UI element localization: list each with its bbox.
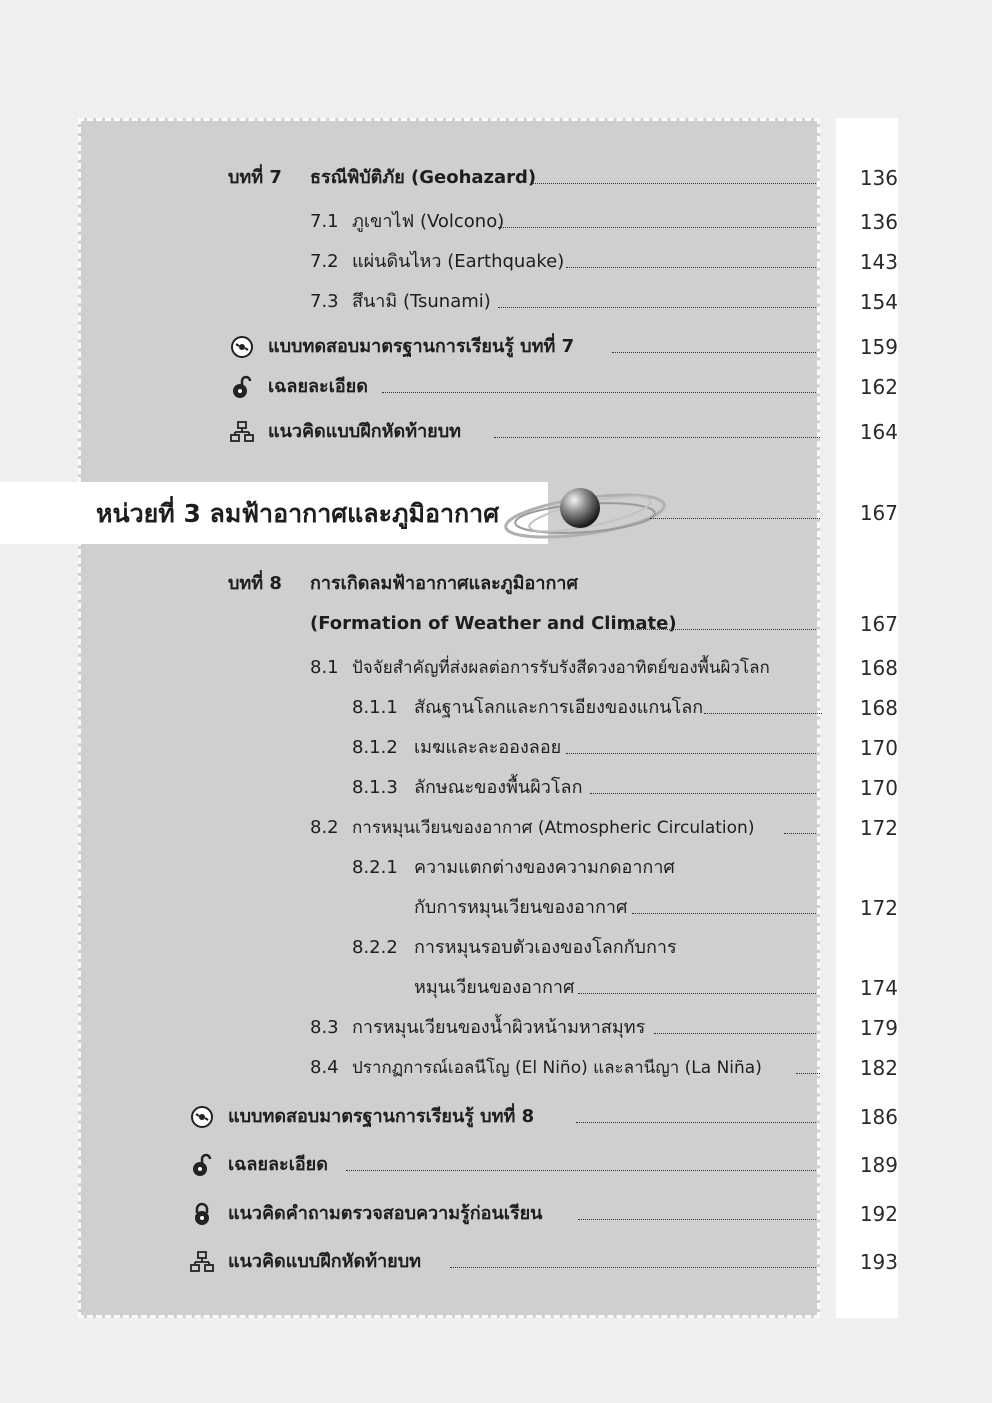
unit-title[interactable]: หน่วยที่ 3 ลมฟ้าอากาศและภูมิอากาศ <box>96 499 500 528</box>
item-title: เฉลยละเอียด <box>228 1154 328 1175</box>
item-title: แบบทดสอบมาตรฐานการเรียนรู้ บทที่ 8 <box>228 1106 535 1127</box>
chapter-title: การเกิดลมฟ้าอากาศและภูมิอากาศ <box>310 573 578 594</box>
toc-row-section-8-1-1[interactable] <box>0 691 992 725</box>
dot-leader <box>566 267 816 268</box>
section-title: ปรากฏการณ์เอลนีโญ (El Niño) และลานีญา (La Niña) <box>352 1058 762 1078</box>
section-title: การหมุนรอบตัวเองของโลกกับการ <box>414 937 677 958</box>
toc-row-answers-8[interactable] <box>0 1148 992 1182</box>
section-number: 8.1.1 <box>352 697 398 718</box>
section-number: 8.3 <box>310 1017 339 1038</box>
section-title: ความแตกต่างของความกดอากาศ <box>414 857 675 878</box>
toc-row-section-8-1[interactable] <box>0 651 992 685</box>
page-number: 186 <box>859 1105 898 1129</box>
dot-leader <box>498 307 816 308</box>
dot-leader <box>494 437 820 438</box>
item-title: แนวคิดแบบฝึกหัดท้ายบท <box>228 1251 422 1272</box>
dot-leader <box>590 793 816 794</box>
section-title-cont: หมุนเวียนของอากาศ <box>414 977 575 998</box>
dot-leader <box>346 1170 816 1171</box>
dot-leader <box>784 833 816 834</box>
page-number: 192 <box>859 1202 898 1226</box>
page-number: 154 <box>859 290 898 314</box>
toc-row-section-8-4[interactable] <box>0 1051 992 1085</box>
chapter-title-english: (Formation of Weather and Climate) <box>310 613 677 634</box>
toc-row-unit-3 <box>0 496 992 530</box>
page-number: 164 <box>859 420 898 444</box>
section-number: 8.2.2 <box>352 937 398 958</box>
toc-row-section-8-2-1[interactable] <box>0 851 992 885</box>
page-number: 170 <box>859 776 898 800</box>
page-number: 168 <box>859 696 898 720</box>
section-number: 7.2 <box>310 251 339 272</box>
unlock-icon <box>230 375 254 399</box>
page-number: 170 <box>859 736 898 760</box>
toc-row-section-8-2-2-cont[interactable] <box>0 971 992 1005</box>
page-number: 182 <box>859 1056 898 1080</box>
toc-row-section-7-2[interactable] <box>0 245 992 279</box>
lock-icon <box>190 1202 214 1226</box>
section-title: การหมุนเวียนของน้ำผิวหน้ามหาสมุทร <box>352 1017 646 1038</box>
network-icon <box>190 1250 214 1274</box>
section-title: เมฆและละอองลอย <box>414 737 562 758</box>
toc-row-section-8-2[interactable] <box>0 811 992 845</box>
network-icon <box>230 420 254 444</box>
page-number: 193 <box>859 1250 898 1274</box>
page-number: 159 <box>859 335 898 359</box>
chapter-label: บทที่ 8 <box>228 573 282 594</box>
page-number: 167 <box>859 612 898 636</box>
dot-leader <box>796 1073 820 1074</box>
disc-icon <box>190 1105 214 1129</box>
section-title-cont: กับการหมุนเวียนของอากาศ <box>414 897 628 918</box>
disc-icon <box>230 335 254 359</box>
dot-leader <box>654 1033 816 1034</box>
toc-row-section-7-3[interactable] <box>0 285 992 319</box>
page-number: 174 <box>859 976 898 1000</box>
page-number: 168 <box>859 656 898 680</box>
page-number: 172 <box>859 816 898 840</box>
dot-leader <box>576 1122 816 1123</box>
toc-row-pretest-8[interactable] <box>0 1197 992 1231</box>
toc-row-test-8[interactable] <box>0 1100 992 1134</box>
dot-leader <box>450 1267 816 1268</box>
dot-leader <box>704 713 822 714</box>
section-title: สัณฐานโลกและการเอียงของแกนโลก <box>414 697 704 718</box>
toc-row-section-8-1-2[interactable] <box>0 731 992 765</box>
toc-row-section-8-2-1-cont[interactable] <box>0 891 992 925</box>
dot-leader <box>578 993 816 994</box>
page-number: 136 <box>859 166 898 190</box>
page-number: 162 <box>859 375 898 399</box>
page-number: 143 <box>859 250 898 274</box>
section-number: 8.1.3 <box>352 777 398 798</box>
section-number: 8.2.1 <box>352 857 398 878</box>
dot-leader <box>632 913 816 914</box>
item-title: แบบทดสอบมาตรฐานการเรียนรู้ บทที่ 7 <box>268 336 575 357</box>
page-number: 136 <box>859 210 898 234</box>
dot-leader <box>612 352 816 353</box>
section-title: ภูเขาไฟ (Volcono) <box>352 211 505 232</box>
dot-leader <box>624 629 816 630</box>
toc-row-chapter-8[interactable] <box>0 567 992 601</box>
section-number: 7.1 <box>310 211 339 232</box>
item-title: แนวคิดคำถามตรวจสอบความรู้ก่อนเรียน <box>228 1203 543 1224</box>
section-title: ปัจจัยสำคัญที่ส่งผลต่อการรับรังสีดวงอาทิตย์ของพื้นผิวโลก <box>352 658 770 678</box>
chapter-title: ธรณีพิบัติภัย (Geohazard) <box>310 167 537 188</box>
section-title: แผ่นดินไหว (Earthquake) <box>352 251 565 272</box>
dot-leader <box>532 183 816 184</box>
dot-leader <box>578 1219 816 1220</box>
page-number: 179 <box>859 1016 898 1040</box>
section-number: 8.2 <box>310 817 339 838</box>
toc-row-section-8-2-2[interactable] <box>0 931 992 965</box>
section-number: 8.4 <box>310 1057 339 1078</box>
dot-leader <box>382 392 816 393</box>
page-number: 172 <box>859 896 898 920</box>
dot-leader <box>498 227 816 228</box>
section-title: ลักษณะของพื้นผิวโลก <box>414 777 583 798</box>
toc-row-exercise-8[interactable] <box>0 1245 992 1279</box>
toc-row-answers-7[interactable] <box>0 370 992 404</box>
dot-leader <box>650 518 820 519</box>
section-title: สึนามิ (Tsunami) <box>352 291 491 312</box>
item-title: แนวคิดแบบฝึกหัดท้ายบท <box>268 421 462 442</box>
toc-row-test-7[interactable] <box>0 330 992 364</box>
section-title: การหมุนเวียนของอากาศ (Atmospheric Circulation) <box>352 818 755 838</box>
toc-row-section-8-1-3[interactable] <box>0 771 992 805</box>
item-title: เฉลยละเอียด <box>268 376 368 397</box>
section-number: 8.1 <box>310 657 339 678</box>
toc-row-section-7-1[interactable] <box>0 205 992 239</box>
toc-row-chapter-7[interactable] <box>0 161 992 195</box>
page-number: 167 <box>859 501 898 525</box>
toc-row-chapter-8-cont[interactable] <box>0 607 992 641</box>
page-number: 189 <box>859 1153 898 1177</box>
section-number: 7.3 <box>310 291 339 312</box>
dot-leader <box>566 753 816 754</box>
section-number: 8.1.2 <box>352 737 398 758</box>
chapter-label: บทที่ 7 <box>228 167 282 188</box>
toc-row-section-8-3[interactable] <box>0 1011 992 1045</box>
unlock-icon <box>190 1153 214 1177</box>
toc-row-exercise-7[interactable] <box>0 415 992 449</box>
